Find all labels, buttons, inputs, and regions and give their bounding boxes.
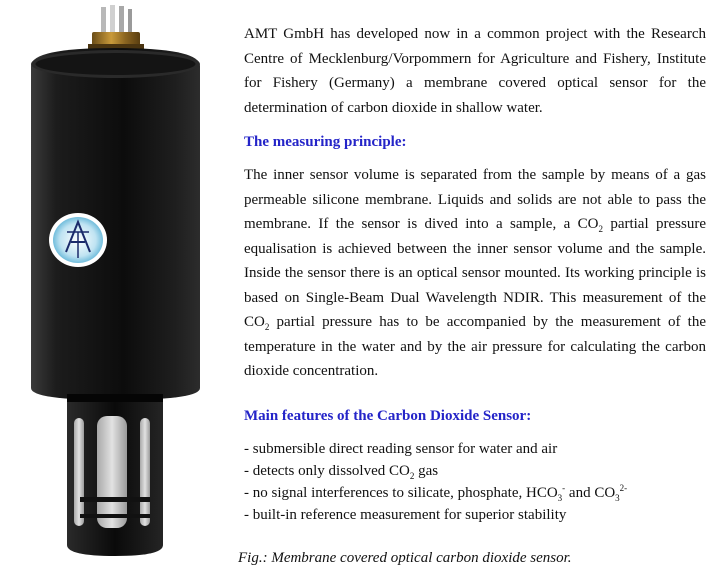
principle-heading: The measuring principle: xyxy=(244,134,407,150)
feature-item: - built-in reference measurement for superior stability xyxy=(244,506,567,523)
co2-subscript: 2 xyxy=(264,322,270,332)
principle-text-2: partial pressure equalisation is achieved between the inner sensor volume and the sample. Inside the sensor there is an optical sensor mounted. Its working principle is based on Single-Beam Dual Wavelength NDIR. This measurement of the CO xyxy=(244,216,706,330)
co2-subscript: 2 xyxy=(598,224,603,234)
text-column xyxy=(244,22,706,526)
figure-caption: Fig.: Membrane covered optical carbon dioxide sensor. xyxy=(238,550,572,566)
feature-item: - submersible direct reading sensor for water and air xyxy=(244,440,558,457)
connector-pins xyxy=(101,5,132,35)
features-list xyxy=(244,438,706,526)
amt-logo xyxy=(49,213,107,267)
feature-item: - no signal interferences to silicate, phosphate, $HCO_3^-$ and $CO_3^{2-}$ xyxy=(244,482,628,503)
intro-paragraph: AMT GmbH has developed now in a common project with the Research Centre of Mecklenburg/Vorpommern for Agriculture and Fishery, Institute for Fishery (Germany) a membrane covered optical sensor for the determination of carbon dioxide in shallow water. xyxy=(244,26,706,116)
feature-item: - detects only dissolved $CO_2$ gas xyxy=(244,462,439,481)
sensor-figure xyxy=(0,0,225,560)
principle-text-3: partial pressure has to be accompanied by the measurement of the temperature in the water and by the air pressure for calculating the carbon dioxide concentration. xyxy=(244,314,706,379)
features-heading: Main features of the Carbon Dioxide Sensor: xyxy=(244,407,532,424)
principle-paragraph xyxy=(244,163,706,384)
principle-text-1: The inner sensor volume is separated from the sample by means of a gas permeable silicone membrane. Liquids and solids are not able to pass the membrane. If the sensor is dived into a sample, a CO xyxy=(244,167,706,232)
